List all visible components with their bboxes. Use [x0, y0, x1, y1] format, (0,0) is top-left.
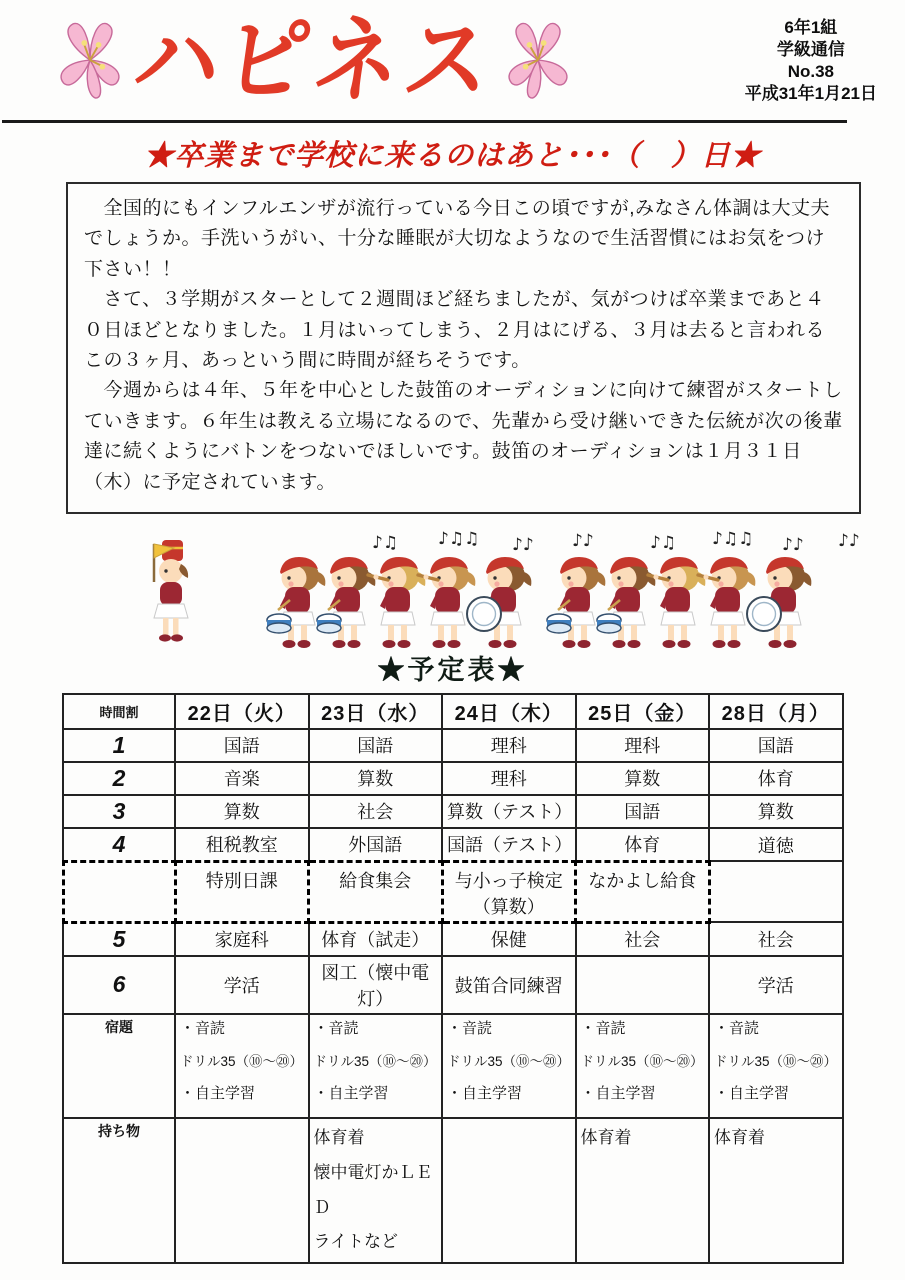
schedule-cell: 体育	[576, 828, 710, 862]
intro-paragraph: さて、３学期がスターとして２週間ほど経ちましたが、気がつけば卒業まであと４０日ほどとなりました。１月はいってしまう、２月はにげる、３月は去ると言われるこの３ヶ月、あっという間に時間が経ちそうです。	[84, 289, 826, 371]
schedule-cell: 社会	[309, 795, 443, 828]
schedule-cell: 鼓笛合同練習	[442, 956, 576, 1014]
issue-date: 平成31年1月21日	[744, 84, 877, 104]
svg-text:♪♫: ♪♫	[372, 532, 399, 553]
schedule-cell: 学活	[709, 956, 843, 1014]
schedule-cell: 算数	[709, 795, 843, 828]
schedule-cell: 特別日課	[175, 861, 309, 922]
schedule-cell: 国語	[175, 729, 309, 762]
svg-text:♪♫♫: ♪♫♫	[438, 528, 480, 549]
class-label: 6年1組	[784, 17, 838, 37]
schedule-cell: 租税教室	[175, 828, 309, 862]
homework-cell: ・音読 ドリル35（⑩～⑳） ・自主学習	[709, 1014, 843, 1118]
intro-paragraph: 全国的にもインフルエンザが流行っている今日この頃ですが,みなさん体調は大丈夫でしょうか。手洗いうがい、十分な睡眠が大切なようなので生活習慣にはお気をつけ下さい！！	[84, 198, 831, 280]
schedule-heading: ★予定表★	[377, 654, 528, 685]
belongings-cell	[442, 1118, 576, 1263]
svg-text:♪♪: ♪♪	[572, 530, 594, 551]
schedule-cell: 理科	[442, 762, 576, 795]
schedule-cell: 国語	[309, 729, 443, 762]
svg-text:♪♪: ♪♪	[512, 534, 534, 555]
intro-text-box	[66, 182, 861, 514]
schedule-cell: 図工（懐中電灯）	[309, 956, 443, 1014]
schedule-cell: 理科	[442, 729, 576, 762]
homework-cell: ・音読 ドリル35（⑩～⑳） ・自主学習	[309, 1014, 443, 1118]
schedule-cell: 社会	[709, 922, 843, 956]
schedule-cell: 算数	[576, 762, 710, 795]
homework-cell: ・音読 ドリル35（⑩～⑳） ・自主学習	[175, 1014, 309, 1118]
schedule-cell: 音楽	[175, 762, 309, 795]
schedule-cell: 道徳	[709, 828, 843, 862]
row-label: 4	[63, 828, 175, 862]
schedule-cell: 国語（テスト）	[442, 828, 576, 862]
schedule-cell: 算数	[309, 762, 443, 795]
header	[0, 0, 905, 118]
schedule-cell: 学活	[175, 956, 309, 1014]
drum-major	[154, 540, 188, 642]
schedule-cell	[576, 956, 710, 1014]
belongings-cell	[175, 1118, 309, 1263]
music-notes	[372, 529, 860, 555]
schedule-cell: 国語	[709, 729, 843, 762]
schedule-cell: 国語	[576, 795, 710, 828]
newsletter-type: 学級通信	[776, 39, 845, 59]
marching-band-illustration	[0, 520, 905, 648]
flower-icon	[500, 18, 576, 104]
flower-icon	[52, 18, 128, 104]
schedule-cell: 保健	[442, 922, 576, 956]
row-label: 1	[63, 729, 175, 762]
day-column-header: 28日（月）	[709, 694, 843, 729]
newsletter-title: ハピネス	[127, 6, 501, 115]
intro-paragraph: 今週からは４年、５年を中心とした鼓笛のオーディションに向けて練習がスタートしていきます。６年生は教える立場になるので、先輩から受け継いできた伝統が次の後輩達に続くようにバトンをつないでほしいです。鼓笛のオーディションは１月３１日（木）に予定されています。	[84, 380, 843, 493]
schedule-cell: 算数	[175, 795, 309, 828]
homework-cell: ・音読 ドリル35（⑩～⑳） ・自主学習	[442, 1014, 576, 1118]
issue-number: No.38	[787, 62, 834, 81]
schedule-cell: 家庭科	[175, 922, 309, 956]
day-column-header: 23日（水）	[309, 694, 443, 729]
schedule-cell: なかよし給食	[576, 861, 710, 922]
schedule-cell: 与小っ子検定（算数）	[442, 861, 576, 922]
belongings-cell: 体育着 懐中電灯かＬＥＤ ライトなど	[309, 1118, 443, 1263]
row-label: 5	[63, 922, 175, 956]
svg-text:♪♫: ♪♫	[650, 532, 677, 553]
row-label: 2	[63, 762, 175, 795]
day-column-header: 25日（金）	[576, 694, 710, 729]
schedule-cell: 給食集会	[309, 861, 443, 922]
schedule-cell: 算数（テスト）	[442, 795, 576, 828]
row-label: 持ち物	[63, 1118, 175, 1263]
schedule-cell: 体育（試走）	[309, 922, 443, 956]
header-divider	[2, 120, 847, 123]
day-column-header: 24日（木）	[442, 694, 576, 729]
belongings-cell: 体育着	[709, 1118, 843, 1263]
row-label: 宿題	[63, 1014, 175, 1118]
svg-text:♪♪: ♪♪	[838, 530, 860, 551]
day-column-header: 22日（火）	[175, 694, 309, 729]
svg-text:♪♪: ♪♪	[782, 534, 804, 555]
row-label	[63, 861, 175, 922]
schedule-cell: 体育	[709, 762, 843, 795]
schedule-cell	[709, 861, 843, 922]
svg-text:♪♫♫: ♪♫♫	[712, 528, 754, 549]
schedule-cell: 社会	[576, 922, 710, 956]
belongings-cell: 体育着	[576, 1118, 710, 1263]
issue-info	[745, 17, 877, 105]
row-label: 3	[63, 795, 175, 828]
row-label: 6	[63, 956, 175, 1014]
schedule-cell: 外国語	[309, 828, 443, 862]
schedule-cell: 理科	[576, 729, 710, 762]
countdown-headline: ★卒業まで学校に来るのはあと･･･（ ）日★	[144, 140, 761, 172]
homework-cell: ・音読 ドリル35（⑩～⑳） ・自主学習	[576, 1014, 710, 1118]
schedule-table	[62, 693, 844, 1264]
timetable-corner-label: 時間割	[63, 694, 175, 729]
